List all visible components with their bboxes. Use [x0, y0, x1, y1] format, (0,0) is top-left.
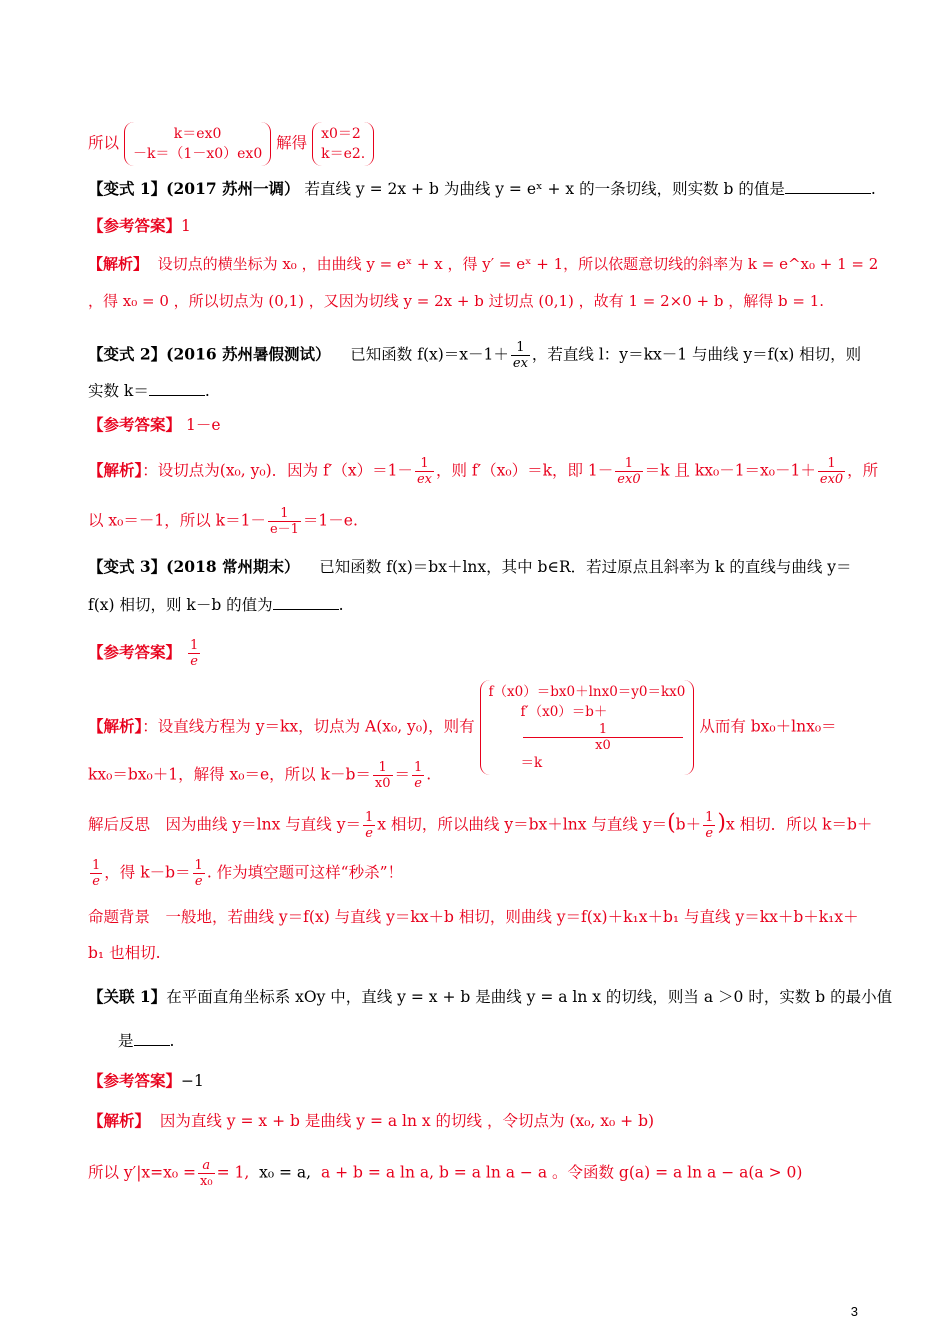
answer-tag: 【参考答案】	[88, 642, 182, 662]
solution-text: ，所	[847, 461, 879, 480]
variant2-question-1	[88, 340, 861, 371]
answer-tag: 【参考答案】	[88, 1071, 182, 1090]
solution-tag: 【解析】	[88, 716, 143, 736]
question-text: f(x) 相切，则 k－b 的值为	[88, 596, 273, 614]
fraction	[268, 506, 301, 537]
system-eq-4: k＝e2.	[321, 146, 366, 162]
solution-text: 从而有 bx₀＋lnx₀＝	[699, 717, 837, 736]
answer-blank	[134, 1031, 170, 1046]
variant3-answer	[88, 638, 202, 669]
reflection-line-2	[88, 858, 403, 889]
fraction	[615, 456, 642, 487]
solution-text: ：设直线方程为 y＝kx，切点为 A(x₀, y₀)，则有	[142, 717, 475, 736]
reflection-text: b＋	[675, 815, 702, 834]
fraction	[523, 722, 684, 753]
fraction	[415, 456, 434, 487]
period: .	[204, 382, 210, 400]
denominator: x0	[374, 776, 391, 791]
solution-text: a + b = a ln a, b = a ln a − a 。令函数 g(a) = a ln a − a(a > 0)	[320, 1163, 803, 1182]
fraction	[90, 858, 102, 889]
variant1-solution-2	[88, 290, 824, 312]
solution-text: = 1,	[216, 1163, 250, 1182]
denominator: e	[365, 826, 373, 841]
variant1-question-text: 若直线 y = 2x + b 为曲线 y = eˣ + x 的一条切线，则实数 b 的值是	[304, 180, 785, 198]
denominator: e	[190, 654, 198, 669]
solution-text: x₀ = a,	[259, 1163, 312, 1182]
variant3-question-1	[88, 556, 852, 578]
equals: ＝	[394, 765, 411, 784]
question-text: ，若直线 l：y＝kx－1 与曲线 y＝f(x) 相切，则	[531, 345, 862, 364]
numerator: 1	[414, 760, 423, 775]
numerator: 1	[189, 638, 199, 653]
related1-tag: 【关联 1】	[88, 987, 167, 1006]
solution-tag: 【解析】	[88, 1111, 151, 1130]
answer-tag: 【参考答案】	[88, 415, 182, 434]
denominator: e	[414, 776, 422, 791]
text-suoyi: 所以	[88, 134, 120, 152]
variant2-solution-2	[88, 506, 358, 537]
question-text: 是	[118, 1032, 134, 1050]
reflection-text: x 相切，所以曲线 y＝bx＋lnx 与直线 y＝	[377, 815, 668, 834]
solution-text: 设切点的横坐标为 x₀ ，由曲线 y = eˣ + x ，得 y′ = eˣ + 1，所以依题意切线的斜率为 k = e^x₀ + 1 = 2	[157, 255, 879, 273]
variant1-solution-1	[88, 253, 878, 275]
solution-text: 所以 y′|x=x₀ =	[88, 1163, 197, 1182]
denominator: ex0	[617, 472, 641, 487]
period: .	[426, 765, 432, 784]
system-eq-1: f（x0）＝bx0＋lnx0＝y0＝kx0	[488, 684, 686, 700]
answer-tag: 【参考答案】	[88, 216, 182, 235]
variant3-tag: 【变式 3】(2018 常州期末）	[88, 557, 300, 576]
fraction	[198, 1158, 215, 1189]
variant2-solution-1	[88, 456, 878, 487]
fraction	[703, 810, 715, 841]
numerator: 1	[523, 722, 684, 738]
numerator: 1	[705, 810, 714, 825]
answer-value: 1－e	[185, 416, 221, 434]
question-text: 在平面直角坐标系 xOy 中，直线 y = x + b 是曲线 y = a ln x 的切线，则当 a ＞0 时，实数 b 的最小值	[166, 988, 893, 1006]
variant2-answer	[88, 414, 221, 436]
numerator: 1	[615, 456, 642, 472]
background-text: 命题背景 一般地，若曲线 y＝f(x) 与直线 y＝kx＋b 相切，则曲线 y＝f(x)＋k₁x＋b₁ 与直线 y＝kx＋b＋k₁x＋	[88, 908, 859, 926]
solution-text: ，则 f′（x₀）＝k，即 1－	[435, 461, 614, 480]
fraction	[373, 760, 393, 791]
variant1-answer	[88, 215, 191, 237]
solution-system-line	[88, 122, 374, 166]
solution-text: ，得 x₀ = 0 ，所以切点为 (0,1) ，又因为切线 y = 2x + b 过切点 (0,1) ，故有 1 = 2×0 + b ，解得 b = 1.	[88, 292, 825, 310]
variant3-solution-2	[88, 760, 431, 791]
denominator: x0	[595, 738, 611, 753]
system-eq-2-rhs: ＝k	[520, 755, 543, 771]
numerator: a	[198, 1158, 215, 1174]
numerator: 1	[511, 340, 530, 356]
reflection-text: x 相切．所以 k＝b＋	[725, 815, 873, 834]
related1-question-2	[118, 1030, 174, 1052]
denominator: x₀	[200, 1174, 213, 1189]
system-eq-2: f′（x0）＝b＋	[520, 704, 608, 720]
denominator: ex0	[819, 472, 844, 487]
solution-text: ：设切点为(x₀, y₀)．因为 f′（x）＝1－	[142, 461, 413, 480]
answer-blank	[273, 595, 339, 610]
background-line-1	[88, 906, 859, 928]
solution-text: 以 x₀＝－1，所以 k＝1－	[88, 511, 266, 530]
variant3-question-2	[88, 594, 344, 616]
text-jiede: 解得	[276, 134, 308, 152]
numerator: 1	[415, 456, 434, 472]
numerator: 1	[268, 506, 301, 522]
equation-system	[480, 680, 695, 775]
fraction	[818, 456, 845, 487]
variant2-tag: 【变式 2】(2016 苏州暑假测试）	[88, 344, 331, 364]
denominator: e	[705, 826, 714, 841]
system-eq-3: x0＝2	[321, 126, 361, 142]
answer-blank	[149, 381, 205, 396]
denominator: e	[194, 874, 203, 889]
related1-question-1	[88, 986, 892, 1008]
answer-value: −1	[181, 1072, 204, 1090]
denominator: ex	[416, 472, 432, 487]
reflection-line-1: 解后反思 因为曲线 y＝lnx 与直线 y＝ $\frac{1}{e}$ x 相切，所以曲线 y＝bx＋lnx 与直线 y＝(b＋ $\frac{1}{e}$ )x 相切．所以 k＝b＋	[88, 810, 873, 841]
denominator: e	[92, 874, 100, 889]
solution-text: 因为直线 y = x + b 是曲线 y = a ln x 的切线 ，令切点为 (x₀, x₀ + b)	[159, 1112, 655, 1130]
fraction	[193, 858, 205, 889]
question-text: 已知函数 f(x)＝x－1＋	[350, 345, 509, 364]
numerator: 1	[364, 810, 374, 825]
answer-fraction	[188, 638, 200, 669]
variant1-question	[88, 178, 876, 200]
solution-text: kx₀＝bx₀＋1，解得 x₀＝e，所以 k－b＝	[88, 765, 371, 784]
solution-text: ＝1－e.	[302, 511, 358, 530]
period: .	[169, 1032, 175, 1050]
reflection-text: ，得 k－b＝	[104, 863, 191, 882]
numerator: 1	[373, 760, 393, 776]
fraction	[412, 760, 424, 791]
system-eq-1: k＝ex0	[173, 126, 222, 142]
equation-system-right	[312, 122, 374, 166]
fraction	[363, 810, 375, 841]
solution-text: ＝k 且 kx₀－1＝x₀－1＋	[644, 461, 816, 480]
reflection-text: 解后反思 因为曲线 y＝lnx 与直线 y＝	[88, 815, 361, 834]
denominator: e－1	[269, 522, 299, 537]
answer-blank	[785, 179, 871, 194]
numerator: 1	[194, 858, 203, 873]
question-text: 已知函数 f(x)＝bx＋lnx，其中 b∈R．若过原点且斜率为 k 的直线与曲线 y＝	[319, 558, 852, 576]
related1-solution-1	[88, 1110, 654, 1132]
period: .	[870, 180, 876, 198]
equation-system-left	[124, 122, 271, 166]
variant2-question-2	[88, 380, 210, 402]
page-number: 3	[850, 1304, 858, 1319]
period: .	[338, 596, 344, 614]
question-text: 实数 k＝	[88, 382, 149, 400]
fraction	[511, 340, 530, 371]
related1-answer	[88, 1070, 204, 1092]
background-line-2	[88, 942, 161, 964]
solution-tag: 【解析】	[88, 460, 143, 480]
system-eq-2: －k＝（1－x0）ex0	[132, 146, 263, 162]
denominator: ex	[512, 356, 528, 371]
numerator: 1	[92, 858, 101, 873]
numerator: 1	[818, 456, 845, 472]
variant1-tag: 【变式 1】(2017 苏州一调）	[88, 179, 300, 198]
answer-value: 1	[181, 217, 191, 235]
reflection-text: . 作为填空题可这样“秒杀”！	[206, 863, 404, 882]
related1-solution-2	[88, 1158, 802, 1189]
background-text: b₁ 也相切.	[88, 944, 161, 962]
solution-tag: 【解析】	[88, 255, 149, 273]
